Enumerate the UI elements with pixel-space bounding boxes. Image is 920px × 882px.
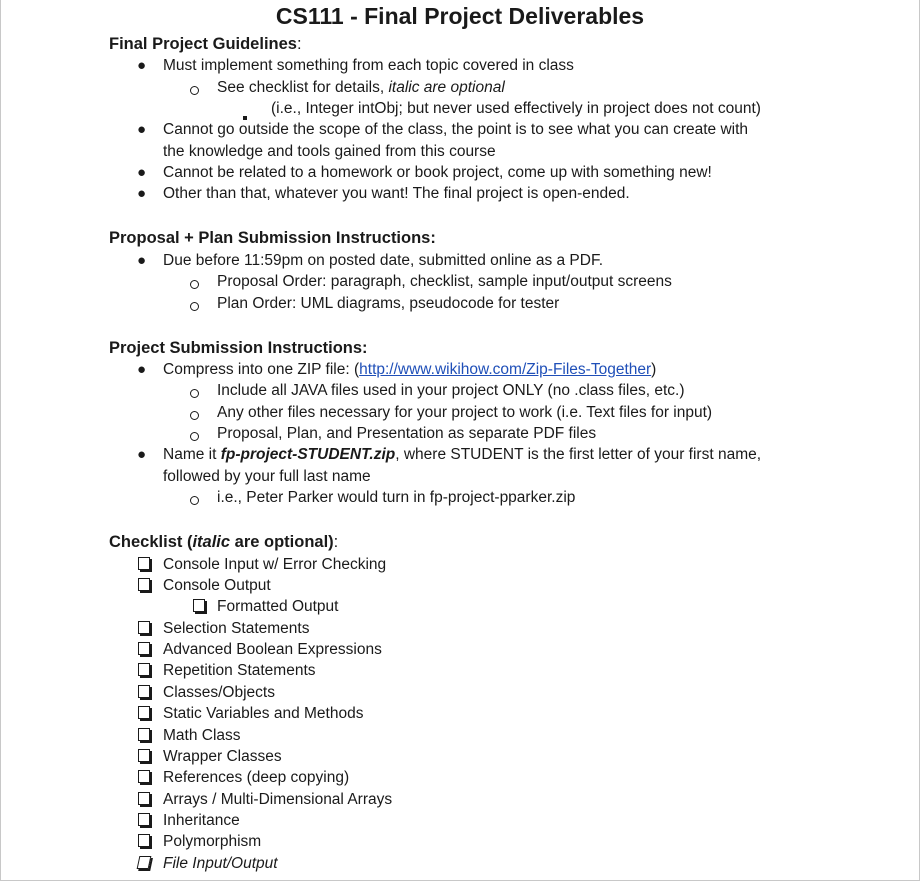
checklist-item: Wrapper Classes	[163, 748, 282, 765]
page-title: CS111 - Final Project Deliverables	[275, 3, 645, 29]
checkbox-icon	[138, 767, 150, 789]
guideline-related: Cannot be related to a homework or book project, come up with something new!	[163, 164, 712, 181]
circle-bullet-icon	[190, 80, 199, 101]
checklist-item: Formatted Output	[217, 598, 339, 615]
guideline-scope-line1: Cannot go outside the scope of the class, the point is to see what you can create with	[163, 121, 749, 138]
checklist-item: Advanced Boolean Expressions	[163, 641, 382, 658]
checkbox-icon	[138, 831, 150, 853]
circle-bullet-icon	[190, 405, 199, 426]
checklist-item: Arrays / Multi-Dimensional Arrays	[163, 791, 393, 808]
checkbox-icon	[138, 789, 150, 811]
submission-name: Name it fp-project-STUDENT.zip, where STUDENT is the first letter of your first name,	[163, 446, 762, 463]
checkbox-icon	[138, 703, 150, 725]
bullet-icon: ●	[137, 185, 147, 202]
checklist-item: File Input/Output	[163, 855, 278, 872]
checklist-item: Math Class	[163, 727, 241, 744]
guideline-example: (i.e., Integer intObj; but never used effectively in project does not count)	[271, 100, 761, 117]
submission-other-files: Any other files necessary for your project to work (i.e. Text files for input)	[217, 404, 713, 421]
checklist-heading: Checklist (italic are optional):	[109, 533, 339, 551]
guideline-checklist-note: See checklist for details, italic are optional	[217, 79, 505, 96]
circle-bullet-icon	[190, 490, 199, 511]
checklist-item: Console Output	[163, 577, 271, 594]
checkbox-icon	[138, 853, 150, 875]
circle-bullet-icon	[190, 274, 199, 295]
guidelines-heading: Final Project Guidelines:	[109, 35, 302, 53]
checklist-item: Inheritance	[163, 812, 240, 829]
checkbox-icon	[138, 639, 150, 661]
proposal-order: Proposal Order: paragraph, checklist, sample input/output screens	[217, 273, 672, 290]
bullet-icon: ●	[137, 57, 147, 74]
submission-heading: Project Submission Instructions:	[109, 339, 368, 357]
circle-bullet-icon	[190, 296, 199, 317]
checkbox-icon	[193, 596, 205, 618]
checklist-item: Polymorphism	[163, 833, 262, 850]
bullet-icon: ●	[137, 446, 147, 463]
zip-files-link[interactable]: http://www.wikihow.com/Zip-Files-Together	[359, 361, 652, 378]
checklist-item: References (deep copying)	[163, 769, 350, 786]
checkbox-icon	[138, 618, 150, 640]
bullet-icon: ●	[137, 164, 147, 181]
checkbox-icon	[138, 725, 150, 747]
submission-example: i.e., Peter Parker would turn in fp-project-pparker.zip	[217, 489, 576, 506]
checklist-item: Console Input w/ Error Checking	[163, 556, 387, 573]
submission-pdfs: Proposal, Plan, and Presentation as separate PDF files	[217, 425, 597, 442]
checkbox-icon	[138, 575, 150, 597]
guideline-scope-line2: the knowledge and tools gained from this course	[163, 143, 496, 160]
checkbox-icon	[138, 810, 150, 832]
checkbox-icon	[138, 746, 150, 768]
checklist-item: Static Variables and Methods	[163, 705, 364, 722]
proposal-due: Due before 11:59pm on posted date, submitted online as a PDF.	[163, 252, 604, 269]
circle-bullet-icon	[190, 383, 199, 404]
guideline-other: Other than that, whatever you want! The final project is open-ended.	[163, 185, 630, 202]
submission-name-line2: followed by your full last name	[163, 468, 371, 485]
checkbox-icon	[138, 554, 150, 576]
checklist-item: Classes/Objects	[163, 684, 275, 701]
guideline-implement: Must implement something from each topic covered in class	[163, 57, 574, 74]
checklist-item: Selection Statements	[163, 620, 310, 637]
submission-compress: Compress into one ZIP file: (http://www.wikihow.com/Zip-Files-Together)	[163, 361, 657, 378]
checklist-item: Repetition Statements	[163, 662, 316, 679]
bullet-icon: ●	[137, 252, 147, 269]
checkbox-icon	[138, 660, 150, 682]
bullet-icon: ●	[137, 121, 147, 138]
proposal-heading: Proposal + Plan Submission Instructions:	[109, 229, 436, 247]
bullet-icon: ●	[137, 361, 147, 378]
checkbox-icon	[138, 682, 150, 704]
plan-order: Plan Order: UML diagrams, pseudocode for tester	[217, 295, 560, 312]
submission-java: Include all JAVA files used in your project ONLY (no .class files, etc.)	[217, 382, 685, 399]
